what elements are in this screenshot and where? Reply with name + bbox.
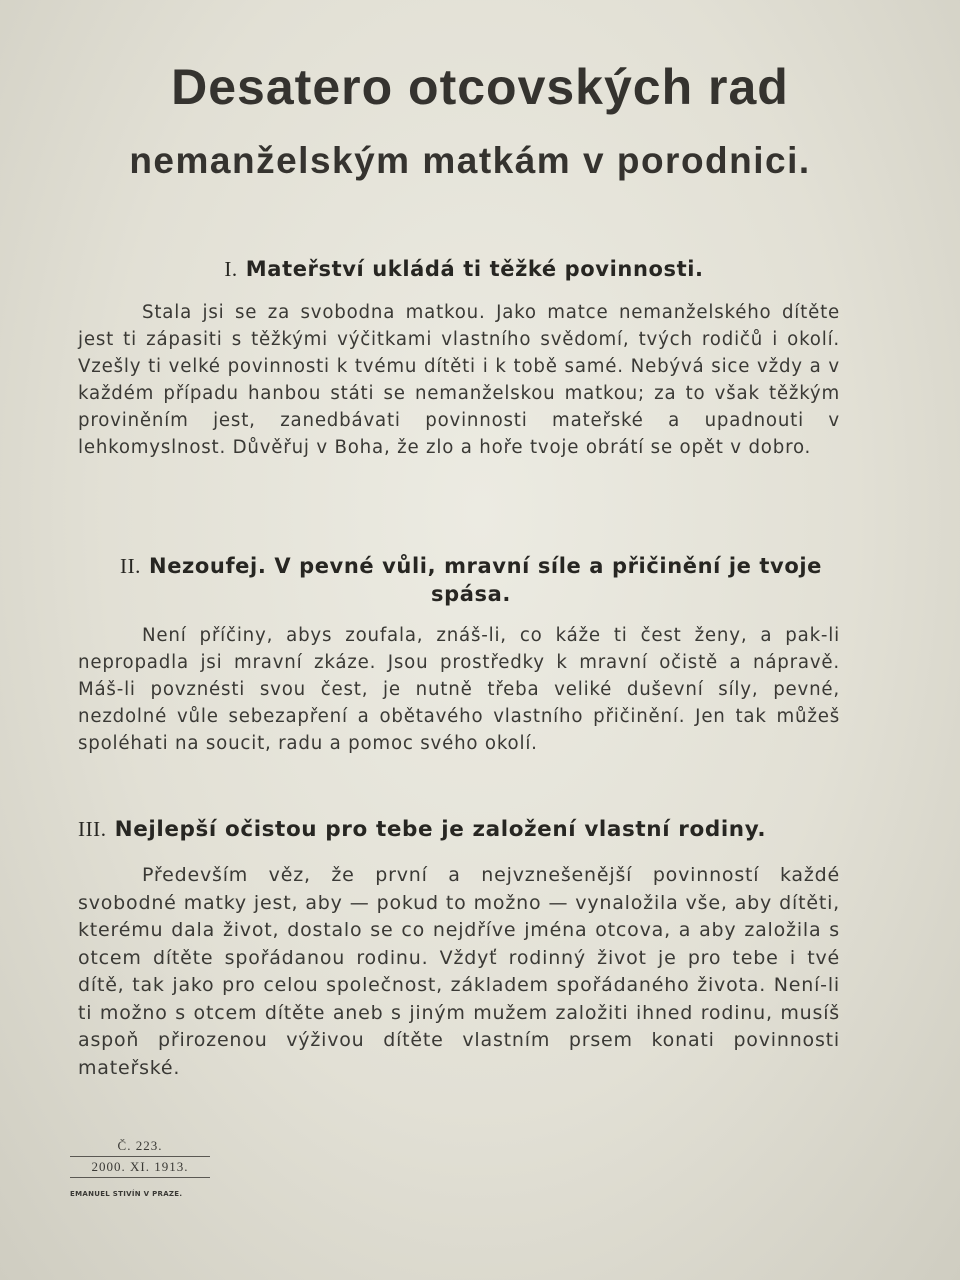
print-date: 2000. XI. 1913. [70, 1157, 210, 1178]
section-2 [78, 552, 840, 757]
section-1 [78, 255, 840, 461]
section-3-numeral: III. [78, 817, 107, 841]
section-2-body: Není příčiny, abys zoufala, znáš-li, co káže ti čest ženy, a pak-li nepropadla jsi mravní zkáze. Jsou prostředky k mravní očistě a nápravě. Máš-li povznésti svou čest, je nutně třeba veliké duševní síly, pevné, nezdolné vůle sebezapření a obětavého vlastního přičinění. Jen tak můžeš spoléhati na soucit, radu a pomoc svého okolí. [78, 625, 840, 754]
section-2-heading [78, 552, 840, 608]
print-footer [70, 1138, 210, 1198]
document-subtitle: nemanželským matkám v porodnici. [129, 140, 811, 181]
section-2-heading-text: Nezoufej. V pevné vůli, mravní síle a přičinění je tvoje spása. [149, 554, 822, 606]
section-3-heading [78, 815, 840, 844]
section-2-numeral: II. [119, 554, 142, 578]
print-number: Č. 223. [70, 1138, 210, 1157]
section-1-numeral: I. [224, 257, 238, 281]
section-1-heading-text: Mateřství ukládá ti těžké povinnosti. [245, 257, 704, 281]
section-3-body: Především věz, že první a nejvznešenější povinností každé svobodné matky jest, aby — pokud to možno — vynaložila vše, aby dítěti, kterému dala život, dostalo se co nejdříve jména otcova, a aby založila s otcem dítěte spořádanou rodinu. Vždyť rodinný život je pro tebe i tvé dítě, tak jako pro celou společnost, základem spořádaného života. Není-li ti možno s otcem dítěte aneb s jiným mužem založiti ihned rodinu, musíš aspoň přirozenou výživou dítěte vlastním prsem konati povinnosti mateřské. [78, 864, 840, 1079]
section-3 [78, 815, 840, 1082]
document-title: Desatero otcovských rad [171, 59, 789, 115]
printer-imprint: EMANUEL STIVÍN V PRAZE. [70, 1190, 183, 1198]
section-1-heading [78, 255, 840, 283]
section-3-heading-text: Nejlepší očistou pro tebe je založení vlastní rodiny. [114, 817, 767, 842]
section-1-body: Stala jsi se za svobodna matkou. Jako matce nemanželského dítěte jest ti zápasiti s těžkými výčitkami vlastního svědomí, tvých rodičů i okolí. Vzešly ti velké povinnosti k tvému dítěti i k tobě samé. Nebývá sice vždy a v každém případu hanbou státi se nemanželskou matkou; za to však těžkým proviněním jest, zanedbávati povinnosti mateřské a upadnouti v lehkomyslnost. Důvěřuj v Boha, že zlo a hoře tvoje obrátí se opět v dobro. [78, 302, 840, 458]
